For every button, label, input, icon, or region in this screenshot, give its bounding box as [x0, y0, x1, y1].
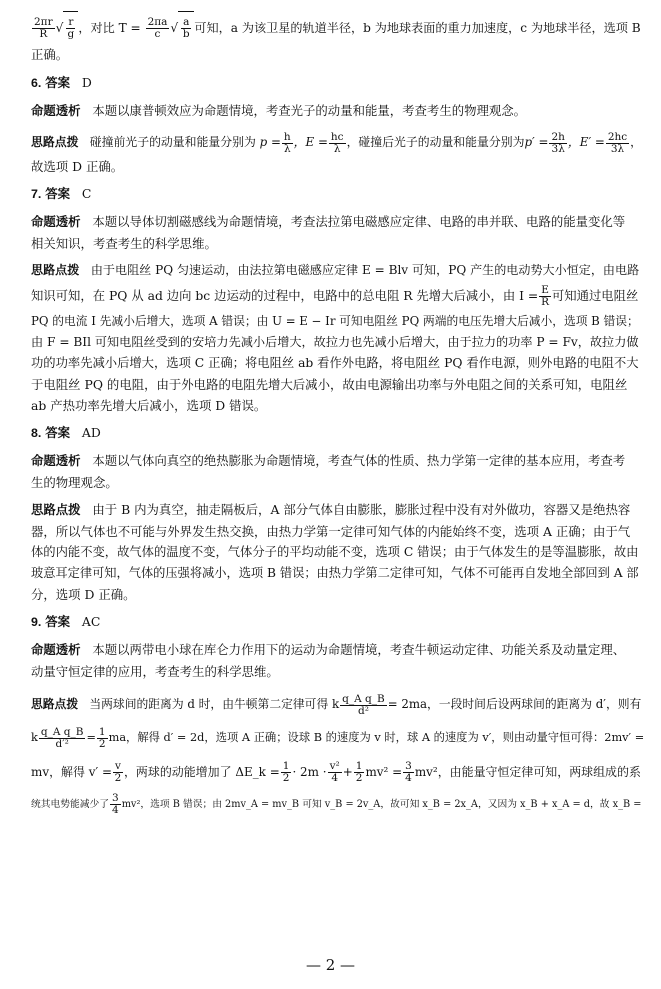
q6-answer: 6. 答案 D [31, 75, 92, 90]
q8-hint-1: 思路点拨 由于 B 内为真空，抽走隔板后，A 部分气体自由膨胀，膨胀过程中没有对外做功，容器又是绝热容 [31, 502, 631, 517]
continuation-line-2: 正确。 [31, 47, 69, 62]
page-number: — 2 — [305, 956, 356, 974]
q7-intent: 命题透析 本题以导体切割磁感线为命题情境，考查法拉第电磁感应定律、电路的串并联、电路的能量变化等 [31, 214, 626, 229]
q9-intent: 命题透析 本题以两带电小球在库仑力作用下的运动为命题情境，考查牛顿运动定律、功能关系及动量定理、 [31, 642, 626, 657]
q7-hint-3: PQ 的电流 I 先减小后增大，选项 A 错误；由 U = E − Ir 可知电阻丝 PQ 两端的电压先增大后减小，选项 B 错误； [31, 314, 639, 328]
q6-hint: 思路点拨 碰撞前光子的动量和能量分别为 p = $\frac{h}{\lambda}$ ，E = $\frac{hc}{\lambda}$ ，碰撞后光子的动量和能量分别为p′ = $\frac{2h}{3\lambda}$ ，E′ = $\frac{2hc}{3\lambda}$ ， [31, 130, 643, 155]
q9-hint-1: 思路点拨 当两球间的距离为 d 时，由牛顿第二定律可得 k $\frac{\text{q\_A q\_B}}{\text{d²}}$ = 2ma，一段时间后设两球间的距离为 d′，则有 [31, 692, 642, 717]
q7-hint-4: 由 F = BIl 可知电阻丝受到的安培力先减小后增大，故拉力也先减小后增大，由于拉力的功率 P = Fv，故拉力做 [31, 335, 639, 349]
sqrt: √ $\frac{r}{g}$ [56, 21, 79, 35]
continuation-line-1: $\frac{2\pi r}{R}$ √ $\frac{r}{g}$ ，对比 T = $\frac{2\pi a}{c}$ √ $\frac{a}{b}$ 可知，a 为该卫星的轨道半径，b 为地球表面的重力加速度，c 为地球半径，选项 B [31, 11, 639, 44]
q9-hint-4: 统其电势能减少了 $\frac{3}{4}$ mv²，选项 B 错误；由 2mv_A = mv_B 可知 v_B = 2v_A，故可知 x_B = 2x_A，又因为 x_B + x_A = d，故 x_B = [31, 792, 642, 816]
q7-hint-1: 思路点拨 由于电阻丝 PQ 匀速运动，由法拉第电磁感应定律 E = Blv 可知，PQ 产生的电动势大小恒定，由电路 [31, 263, 640, 277]
q7-hint-2: 知识可知，在 PQ 从 ad 边向 bc 边运动的过程中，电路中的总电阻 R 先增大后减小，由 I = $\frac{E}{R}$ 可知通过电阻丝 [31, 284, 639, 308]
q8-hint-3: 体的内能不变，故气体的温度不变，气体分子的平均动能不变，选项 C 错误；由于气体发生的是等温膨胀，故由 [31, 545, 639, 559]
q9-hint-2: k $\frac{\text{q\_A q\_B}}{\text{d′²}}$ = $\frac{1}{2}$ ma，解得 d′ = 2d，选项 A 正确；设球 B 的速度为 v 时，球 A 的速度为 v′，则由动量守恒可得：2mv′ = [31, 725, 645, 750]
q9-hint-3: mv，解得 v′ = $\frac{v}{2}$ ，两球的动能增加了 ΔE_k = $\frac{1}{2}$ · 2m · $\frac{\text{v²}}{4}$ + $\frac{1}{2}$ mv² = $\frac{3}{4}$ mv²，由能量守恒定律可知，两球组成的系 [31, 760, 641, 784]
q7-intent-2: 相关知识，考查考生的科学思维。 [31, 236, 217, 251]
q7-hint-7: ab 产热功率先增大后减小，选项 D 错误。 [31, 398, 267, 413]
q8-answer: 8. 答案 AD [31, 425, 101, 440]
q8-intent-2: 生的物理观念。 [31, 475, 118, 490]
q9-intent-2: 动量守恒定律的应用，考查考生的科学思维。 [31, 664, 279, 679]
fraction: $\frac{2\pi a}{c}$ [147, 16, 168, 40]
q7-hint-6: 于电阻丝 PQ 的电阻，由于外电路的电阻先增大后减小，故由电源输出功率与外电阻之间的关系可知，电阻丝 [31, 377, 628, 392]
sqrt: √ $\frac{a}{b}$ [170, 21, 194, 35]
q9-answer: 9. 答案 AC [31, 614, 101, 629]
q8-hint-4: 玻意耳定律可知，气体的压强将减小，选项 B 错误；由热力学第二定律可知，气体不可能再自发地全部回到 A 部 [31, 566, 639, 580]
q7-hint-5: 功的功率先减小后增大，选项 C 正确；将电阻丝 ab 看作外电路，将电阻丝 PQ 看作电源，则外电路的电阻不大 [31, 356, 639, 370]
q8-hint-5: 分，选项 D 正确。 [31, 587, 136, 602]
q8-intent: 命题透析 本题以气体向真空的绝热膨胀为命题情境，考查气体的性质、热力学第一定律的基本应用，考查考 [31, 453, 626, 468]
q8-hint-2: 器，所以气体也不可能与外界发生热交换，由热力学第一定律可知气体的内能始终不变，选项 A 正确；由于气 [31, 524, 631, 539]
document-page [0, 11, 661, 989]
fraction: $\frac{2\pi r}{R}$ [34, 16, 53, 40]
q6-intent: 命题透析 本题以康普顿效应为命题情境，考查光子的动量和能量，考查考生的物理观念。 [31, 103, 527, 118]
q6-hint-end: 故选项 D 正确。 [31, 159, 124, 174]
q7-answer: 7. 答案 C [31, 186, 92, 201]
